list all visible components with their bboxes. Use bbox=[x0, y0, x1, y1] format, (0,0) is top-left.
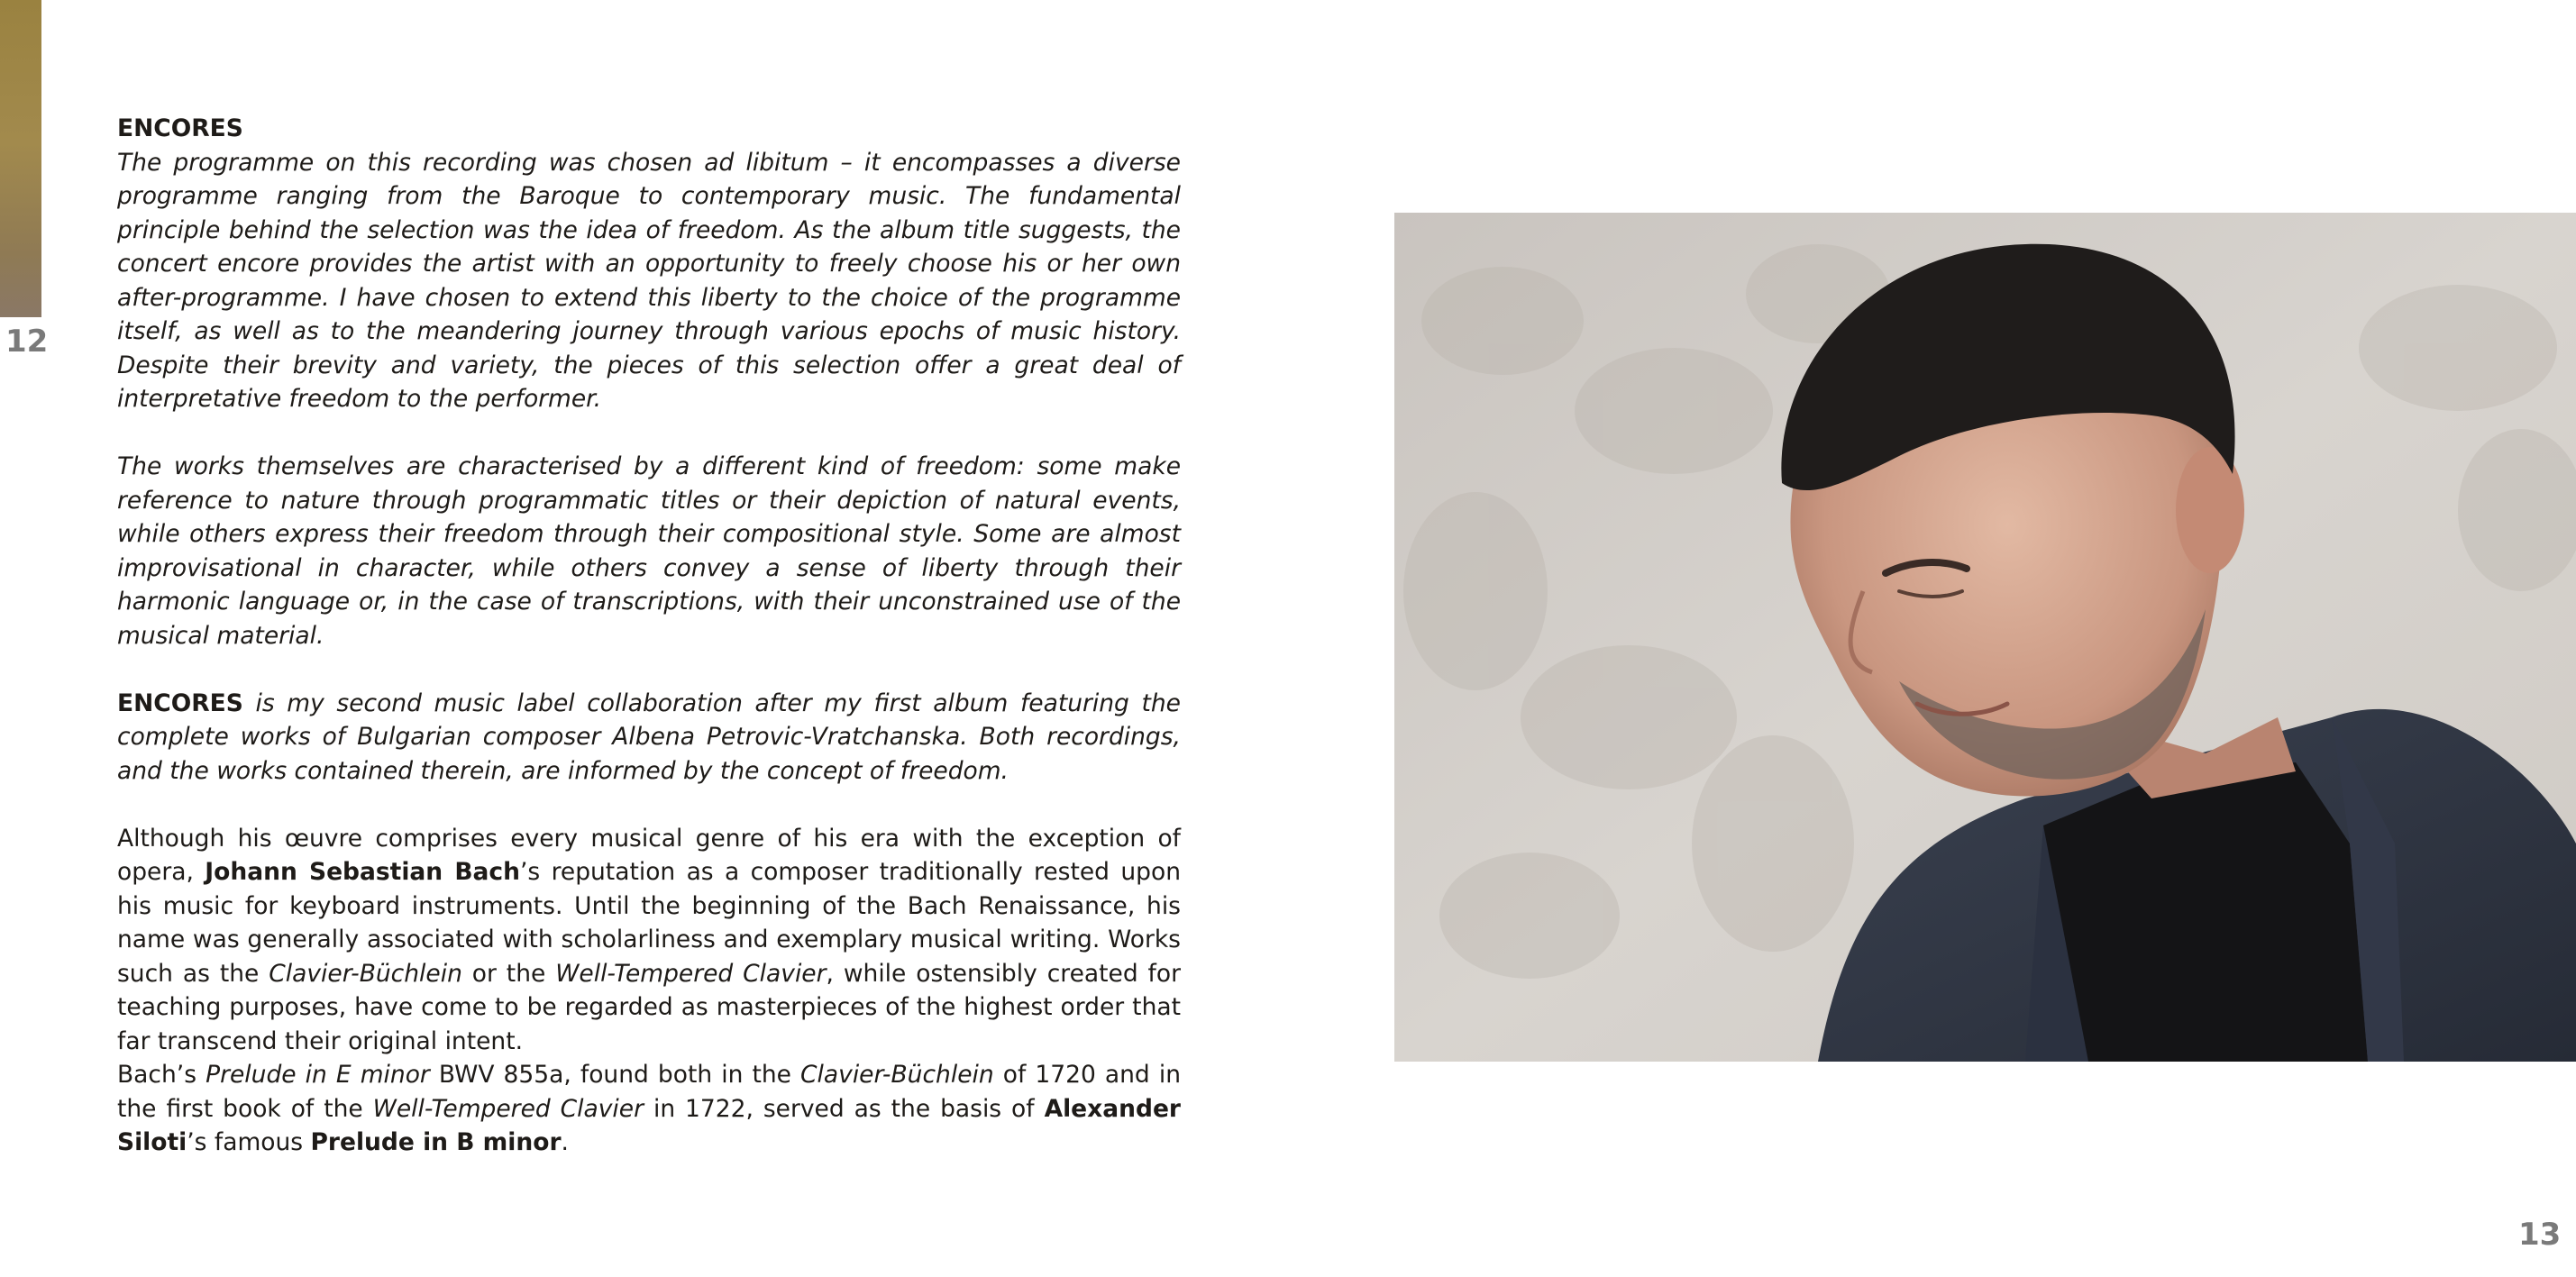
paragraph-gap bbox=[117, 652, 1181, 687]
paragraph-text: of 1720 and in the first book of the bbox=[117, 1061, 1181, 1123]
page-number-right: 13 bbox=[2518, 1217, 2562, 1253]
portrait-illustration bbox=[1394, 213, 2576, 1062]
work-title-bold: Prelude in B minor bbox=[310, 1128, 562, 1156]
paragraph-text: Although his œuvre comprises every musical genre of his era with the exception of opera, bbox=[117, 824, 1181, 886]
paragraph-gap bbox=[117, 416, 1181, 451]
article-column bbox=[117, 112, 1181, 1160]
work-title: Clavier-Büchlein bbox=[800, 1061, 994, 1089]
paragraph-bach bbox=[117, 822, 1181, 1059]
work-title: Clavier-Büchlein bbox=[269, 959, 462, 988]
paragraph-text: ’s reputation as a composer traditionally rested upon his music for keyboard instruments. Until the beginning of the Bach Renaissance, his name was generally associated with scholarliness and exemplary musical writing. Works such as the bbox=[117, 858, 1181, 988]
section-heading: ENCORES bbox=[117, 114, 243, 142]
composer-name: Johann Sebastian Bach bbox=[205, 858, 520, 886]
accent-strip bbox=[0, 0, 41, 317]
composer-name: Alexander Siloti bbox=[117, 1094, 1181, 1156]
paragraph-intro: The programme on this recording was chosen ad libitum – it encompasses a diverse programme ranging from the Baroque to contemporary music. The fundamental principle behind the selection was the idea of freedom. As the album title suggests, the concert encore provides the artist with an opportunity to freely choose his or her own after-programme. I have chosen to extend this liberty to the choice of the programme itself, as well as to the meandering journey through various epochs of music history. Despite their brevity and variety, the pieces of this selection offer a great deal of interpretative freedom to the performer. bbox=[117, 148, 1181, 413]
paragraph-text: is my second music label collaboration after my first album featuring the complete works of Bulgarian composer Albena Petrovic-Vratchanska. Both recordings, and the works contained therein, are informed by the concept of freedom. bbox=[117, 689, 1181, 785]
artist-portrait-photo bbox=[1394, 213, 2576, 1062]
page-number-left: 12 bbox=[5, 324, 49, 360]
paragraph-text: . bbox=[561, 1128, 569, 1156]
paragraph-freedom: The works themselves are characterised by a different kind of freedom: some make reference to nature through programmatic titles or their depiction of natural events, while others express their freedom through their compositional style. Some are almost improvisational in character, while others convey a sense of liberty through their harmonic language or, in the case of transcriptions, with their unconstrained use of the musical material. bbox=[117, 452, 1181, 650]
work-title: Well-Tempered Clavier bbox=[555, 959, 827, 988]
album-title-inline: ENCORES bbox=[117, 689, 243, 717]
paragraph-text: , while ostensibly created for teaching purposes, have come to be regarded as masterpieces of the highest order that far transcend their original intent. bbox=[117, 959, 1181, 1055]
paragraph-gap bbox=[117, 788, 1181, 822]
paragraph-text: or the bbox=[461, 959, 556, 988]
paragraph-text: ’s famous bbox=[187, 1128, 311, 1156]
paragraph-text: BWV 855a, found both in the bbox=[429, 1061, 801, 1089]
paragraph-prelude bbox=[117, 1058, 1181, 1160]
paragraph-text: in 1722, served as the basis of bbox=[644, 1094, 1045, 1123]
paragraph-text: Bach’s bbox=[117, 1061, 206, 1089]
work-title: Prelude in E minor bbox=[206, 1061, 430, 1089]
paragraph-collaboration bbox=[117, 687, 1181, 789]
work-title: Well-Tempered Clavier bbox=[372, 1094, 644, 1123]
